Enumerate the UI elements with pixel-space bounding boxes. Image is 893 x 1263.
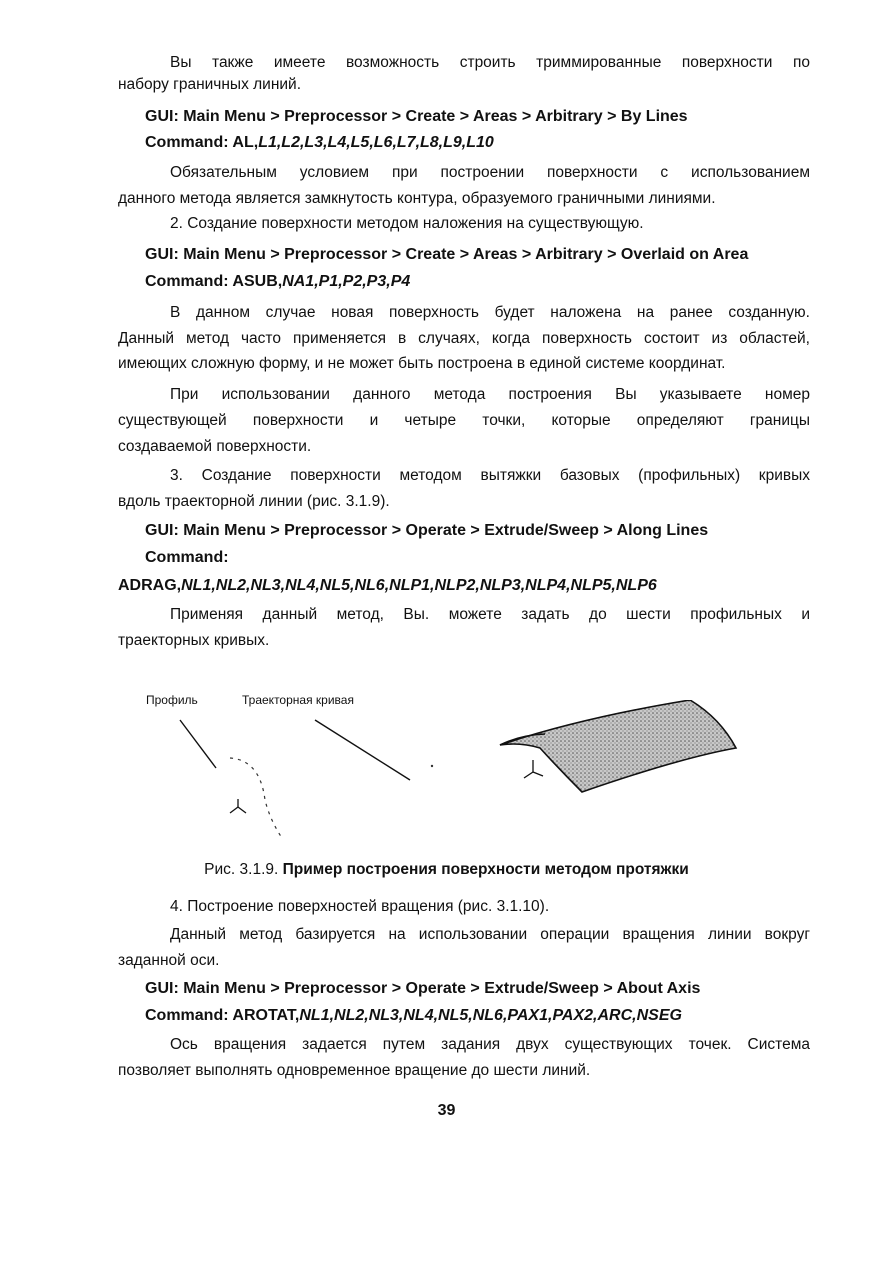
gui-path-2: GUI: Main Menu > Preprocessor > Create > Areas > Arbitrary > Overlaid on Area xyxy=(145,246,749,263)
para-2-line-1: Обязательным условием при построении поверхности с использованием xyxy=(170,164,810,181)
figure-caption-prefix: Рис. 3.1.9. xyxy=(204,861,283,878)
item-4: 4. Построение поверхностей вращения (рис. 3.1.10). xyxy=(170,898,550,915)
para-7-line-1: Ось вращения задается путем задания двух существующих точек. Система xyxy=(170,1036,810,1053)
para-1-line-1: Вы также имеете возможность строить триммированные поверхности по xyxy=(170,54,810,71)
command-3-prefix: ADRAG, xyxy=(118,577,182,594)
para-2-line-2: данного метода является замкнутость контура, образуемого граничными линиями. xyxy=(118,190,716,207)
page-number: 39 xyxy=(437,1102,456,1119)
trajectory-line xyxy=(315,720,410,780)
para-4-line-1: При использовании данного метода построения Вы указываете номер xyxy=(170,386,810,403)
gui-path-3: GUI: Main Menu > Preprocessor > Operate > Extrude/Sweep > Along Lines xyxy=(145,522,709,539)
axis-triad-icon xyxy=(230,799,246,813)
para-1-line-2: набору граничных линий. xyxy=(118,76,302,93)
para-7-line-2: позволяет выполнять одновременное вращение до шести линий. xyxy=(118,1062,591,1079)
gui-path-4: GUI: Main Menu > Preprocessor > Operate > Extrude/Sweep > About Axis xyxy=(145,980,701,997)
command-3-label: Command: xyxy=(145,549,229,566)
command-3 xyxy=(118,573,657,599)
para-3-line-3: имеющих сложную форму, и не может быть построена в единой системе координат. xyxy=(118,355,726,372)
axis-triad-icon-2 xyxy=(524,760,543,778)
command-2 xyxy=(145,269,410,295)
command-1 xyxy=(145,130,494,156)
para-6-line-2: заданной оси. xyxy=(118,952,220,969)
command-4-args: NL1,NL2,NL3,NL4,NL5,NL6,PAX1,PAX2,ARC,NSEG xyxy=(299,1007,682,1024)
command-1-args: L1,L2,L3,L4,L5,L6,L7,L8,L9,L10 xyxy=(258,134,494,151)
swept-surface xyxy=(500,700,736,792)
figure-label-trajectory: Траекторная кривая xyxy=(242,693,354,707)
command-2-prefix: Command: ASUB, xyxy=(145,273,283,290)
gui-path-1: GUI: Main Menu > Preprocessor > Create > Areas > Arbitrary > By Lines xyxy=(145,108,688,125)
trajectory-arc xyxy=(230,758,282,838)
figure-label-profile: Профиль xyxy=(146,693,198,707)
para-4-line-2: существующей поверхности и четыре точки, которые определяют границы xyxy=(118,412,810,429)
item-3-line-1: 3. Создание поверхности методом вытяжки базовых (профильных) кривых xyxy=(170,467,810,484)
para-6-line-1: Данный метод базируется на использовании операции вращения линии вокруг xyxy=(170,926,810,943)
para-3-line-2: Данный метод часто применяется в случаях, когда поверхность состоит из областей, xyxy=(118,330,810,347)
para-5-line-1: Применяя данный метод, Вы. можете задать до шести профильных и xyxy=(170,606,810,623)
para-3-line-1: В данном случае новая поверхность будет наложена на ранее созданную. xyxy=(170,304,810,321)
command-4-prefix: Command: AROTAT, xyxy=(145,1007,300,1024)
figure-caption xyxy=(0,857,893,883)
para-5-line-2: траекторных кривых. xyxy=(118,632,270,649)
command-1-prefix: Command: AL, xyxy=(145,134,259,151)
figure-sweep-illustration xyxy=(160,700,760,850)
profile-line xyxy=(180,720,216,768)
item-3-line-2: вдоль траекторной линии (рис. 3.1.9). xyxy=(118,493,390,510)
command-2-args: NA1,P1,P2,P3,P4 xyxy=(282,273,411,290)
command-4 xyxy=(145,1003,682,1029)
item-2: 2. Создание поверхности методом наложения на существующую. xyxy=(170,215,644,232)
command-3-args: NL1,NL2,NL3,NL4,NL5,NL6,NLP1,NLP2,NLP3,NLP4,NLP5,NLP6 xyxy=(181,577,657,594)
figure-caption-text: Пример построения поверхности методом протяжки xyxy=(282,861,689,878)
para-4-line-3: создаваемой поверхности. xyxy=(118,438,312,455)
